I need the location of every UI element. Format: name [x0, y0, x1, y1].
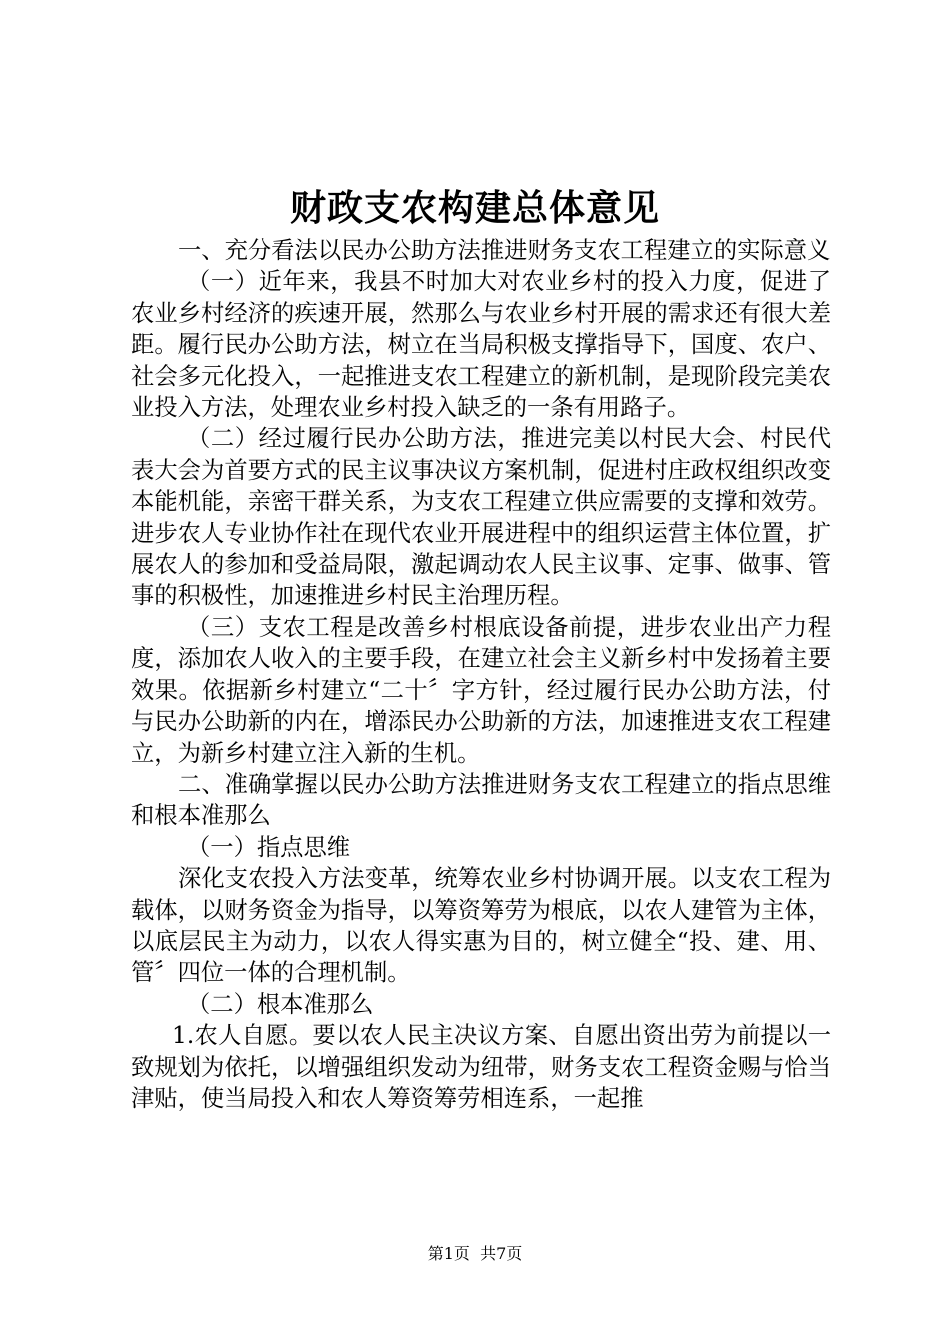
page-total: 共7页 [480, 1244, 523, 1263]
paragraph-1: （一）近年来，我县不时加大对农业乡村的投入力度，促进了农业乡村经济的疾速开展，然那么与农业乡村开展的需求还有很大差距。履行民办公助方法，树立在当局积极支撑指导下，国度、农户、社会多元化投入，一起推进支农工程建立的新机制，是现阶段完美农业投入方法，处理农业乡村投入缺乏的一条有用路子。 [131, 268, 831, 422]
section-heading-2: 二、准确掌握以民办公助方法推进财务支农工程建立的指点思维和根本准那么 [131, 770, 831, 830]
paragraph-4: 深化支农投入方法变革，统筹农业乡村协调开展。以支农工程为载体，以财务资金为指导，以筹资筹劳为根底，以农人建管为主体，以底层民主为动力，以农人得实惠为目的，树立健全“投、建、用、管〞四位一体的合理机制。 [131, 865, 831, 987]
paragraph-5: 1.农人自愿。要以农人民主决议方案、自愿出资出劳为前提以一致规划为依托，以增强组织发动为纽带，财务支农工程资金赐与恰当津贴，使当局投入和农人筹资筹劳相连系，一起推 [131, 1022, 831, 1112]
document-title: 财政支农构建总体意见 [289, 187, 660, 229]
paragraph-2: （二）经过履行民办公助方法，推进完美以村民大会、村民代表大会为首要方式的民主议事决议方案机制，促进村庄政权组织改变本能机能，亲密干群关系，为支农工程建立供应需要的支撑和效劳。进步农人专业协作社在现代农业开展进程中的组织运营主体位置，扩展农人的参加和受益局限，激起调动农人民主议事、定事、做事、管事的积极性，加速推进乡村民主治理历程。 [131, 425, 831, 610]
paragraph-3: （三）支农工程是改善乡村根底设备前提，进步农业出产力程度，添加农人收入的主要手段，在建立社会主义新乡村中发扬着主要效果。依据新乡村建立“二十〞字方针，经过履行民办公助方法，付与民办公助新的内在，增添民办公助新的方法，加速推进支农工程建立，为新乡村建立注入新的生机。 [131, 613, 831, 767]
page-number: 第1页 [427, 1244, 470, 1263]
document-body [131, 235, 831, 1114]
page-footer [0, 1243, 950, 1265]
subheading-guiding-thought: （一）指点思维 [187, 833, 351, 861]
subheading-basic-principles: （二）根本准那么 [187, 990, 374, 1018]
section-heading-1: 一、充分看法以民办公助方法推进财务支农工程建立的实际意义 [178, 237, 831, 264]
